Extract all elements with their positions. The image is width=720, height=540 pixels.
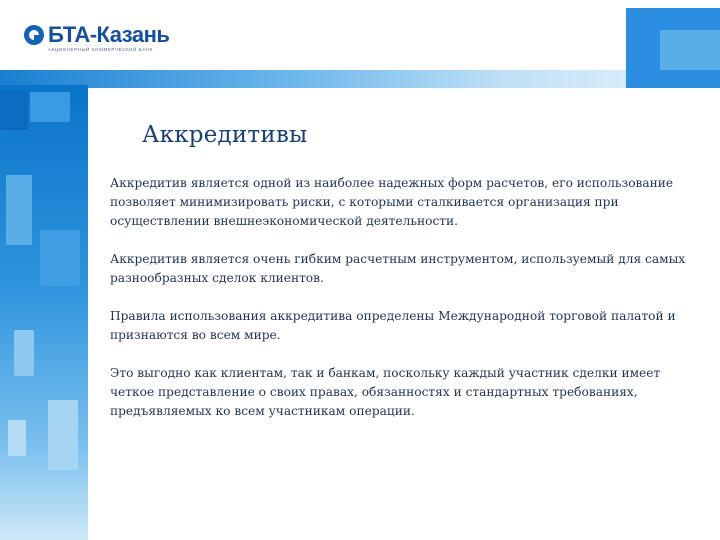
paragraph: Это выгодно как клиентам, так и банкам, поскольку каждый участник сделки имеет четкое представление о своих правах, обязанностях и стандартных требованиях, предъявляемых ко всем участникам операции. xyxy=(110,366,661,418)
bank-logo-text: БТА-Казань xyxy=(48,22,170,47)
bank-logo-icon xyxy=(24,25,44,45)
decor-square xyxy=(6,175,32,245)
decor-square xyxy=(660,30,720,70)
bank-logo-subtitle: АКЦИОНЕРНЫЙ КОММЕРЧЕСКИЙ БАНК xyxy=(48,47,153,52)
paragraph: Аккредитив является одной из наиболее надежных форм расчетов, его использование позволяет минимизировать риски, с которыми сталкивается организация при осуществлении внешнеэкономической деятельности. xyxy=(110,176,674,228)
decor-square xyxy=(0,90,28,130)
slide-title: Аккредитивы xyxy=(142,122,308,148)
decor-square xyxy=(14,330,34,376)
bank-logo xyxy=(24,22,169,48)
left-gradient-band xyxy=(0,85,88,540)
decor-square xyxy=(40,230,80,286)
decor-square xyxy=(8,420,26,456)
decor-square xyxy=(48,400,78,470)
paragraph: Аккредитив является очень гибким расчетным инструментом, используемый для самых разнообразных сделок клиентов. xyxy=(110,252,686,285)
paragraph: Правила использования аккредитива определены Международной торговой палатой и признаются во всем мире. xyxy=(110,309,676,342)
decor-square xyxy=(30,92,70,122)
header-gradient-strip xyxy=(0,70,720,88)
